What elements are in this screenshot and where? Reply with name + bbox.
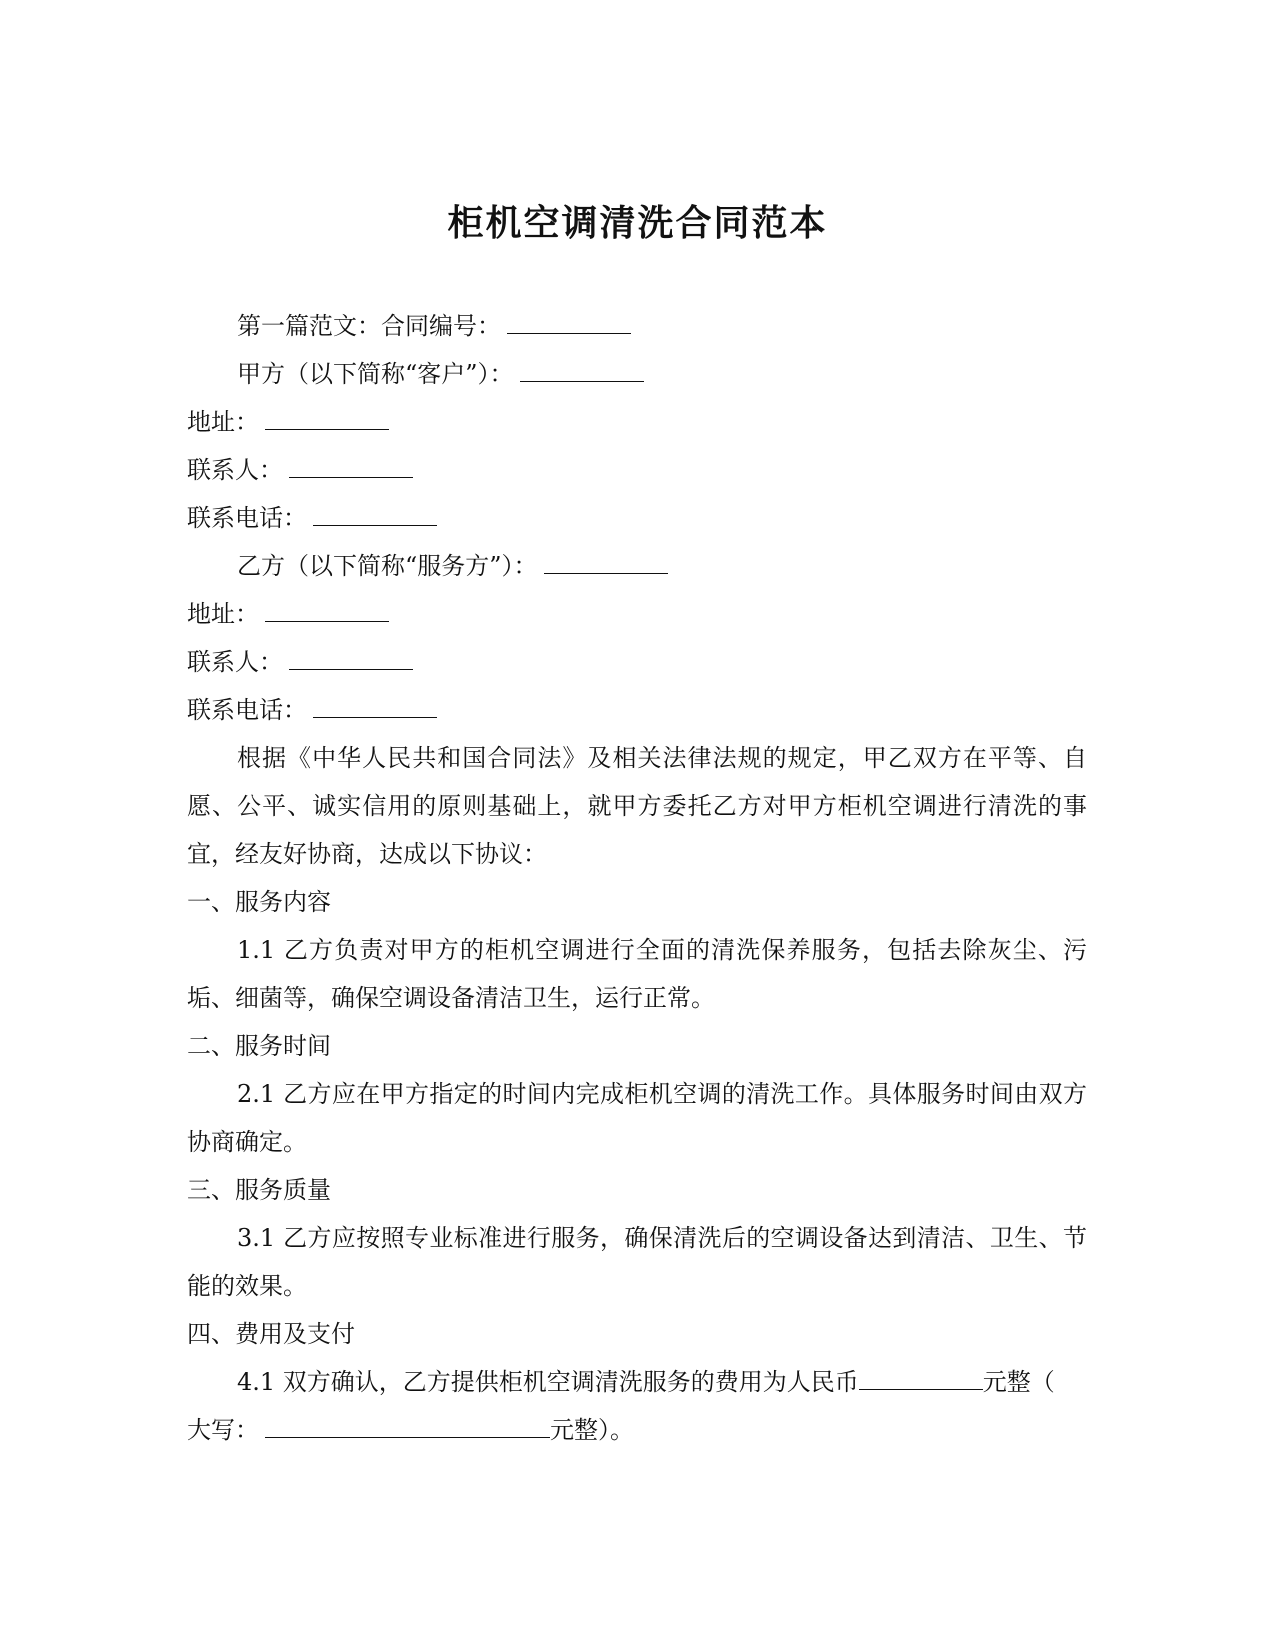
party-a-line bbox=[187, 350, 1087, 398]
fee-amount-blank bbox=[859, 1363, 983, 1390]
contract-number-line bbox=[187, 302, 1087, 350]
party-b-contact-label: 联系人： bbox=[187, 648, 283, 676]
party-a-blank bbox=[520, 355, 644, 382]
clause-1-1: 1.1 乙方负责对甲方的柜机空调进行全面的清洗保养服务，包括去除灰尘、污垢、细菌等，确保空调设备清洁卫生，运行正常。 bbox=[187, 936, 1087, 1012]
clause-4-1-yuan: 元整（ bbox=[982, 1368, 1055, 1396]
contract-number-blank bbox=[507, 307, 631, 334]
party-a-contact-line bbox=[187, 446, 1087, 494]
party-b-contact-line bbox=[187, 638, 1087, 686]
party-b-address-label: 地址： bbox=[187, 600, 259, 628]
party-b-address-line bbox=[187, 590, 1087, 638]
party-b-contact-blank bbox=[289, 643, 413, 670]
contract-number-label: 第一篇范文：合同编号： bbox=[237, 312, 501, 340]
party-b-phone-line bbox=[187, 686, 1087, 734]
party-b-phone-blank bbox=[313, 691, 437, 718]
party-a-address-line bbox=[187, 398, 1087, 446]
clause-3-1: 3.1 乙方应按照专业标准进行服务，确保清洗后的空调设备达到清洁、卫生、节能的效果。 bbox=[187, 1224, 1087, 1300]
party-b-label: 乙方（以下简称“服务方”）： bbox=[237, 552, 538, 580]
party-a-label: 甲方（以下简称“客户”）： bbox=[237, 360, 514, 388]
clause-4-1-line-1 bbox=[187, 1358, 1087, 1406]
party-b-blank bbox=[544, 547, 668, 574]
clause-4-1-text: 4.1 双方确认，乙方提供柜机空调清洗服务的费用为人民币 bbox=[237, 1368, 859, 1396]
fee-uppercase-label: 大写： bbox=[187, 1416, 259, 1444]
party-a-contact-label: 联系人： bbox=[187, 456, 283, 484]
clause-4-1-line-2 bbox=[187, 1406, 1087, 1454]
clause-2-1: 2.1 乙方应在甲方指定的时间内完成柜机空调的清洗工作。具体服务时间由双方协商确定。 bbox=[187, 1080, 1087, 1156]
party-b-line bbox=[187, 542, 1087, 590]
section-heading-3: 三、服务质量 bbox=[187, 1176, 331, 1204]
party-a-contact-blank bbox=[289, 451, 413, 478]
party-a-phone-label: 联系电话： bbox=[187, 504, 307, 532]
party-a-phone-blank bbox=[313, 499, 437, 526]
party-a-phone-line bbox=[187, 494, 1087, 542]
party-a-address-blank bbox=[265, 403, 389, 430]
section-heading-4: 四、费用及支付 bbox=[187, 1320, 355, 1348]
section-heading-2: 二、服务时间 bbox=[187, 1032, 331, 1060]
section-heading-1: 一、服务内容 bbox=[187, 888, 331, 916]
party-b-phone-label: 联系电话： bbox=[187, 696, 307, 724]
fee-uppercase-yuan: 元整）。 bbox=[550, 1416, 634, 1444]
party-a-address-label: 地址： bbox=[187, 408, 259, 436]
preamble-paragraph: 根据《中华人民共和国合同法》及相关法律法规的规定，甲乙双方在平等、自愿、公平、诚实信用的原则基础上，就甲方委托乙方对甲方柜机空调进行清洗的事宜，经友好协商，达成以下协议： bbox=[187, 744, 1087, 868]
fee-uppercase-blank bbox=[265, 1411, 550, 1438]
document-title: 柜机空调清洗合同范本 bbox=[447, 202, 828, 244]
document-body bbox=[187, 302, 1087, 1454]
party-b-address-blank bbox=[265, 595, 389, 622]
